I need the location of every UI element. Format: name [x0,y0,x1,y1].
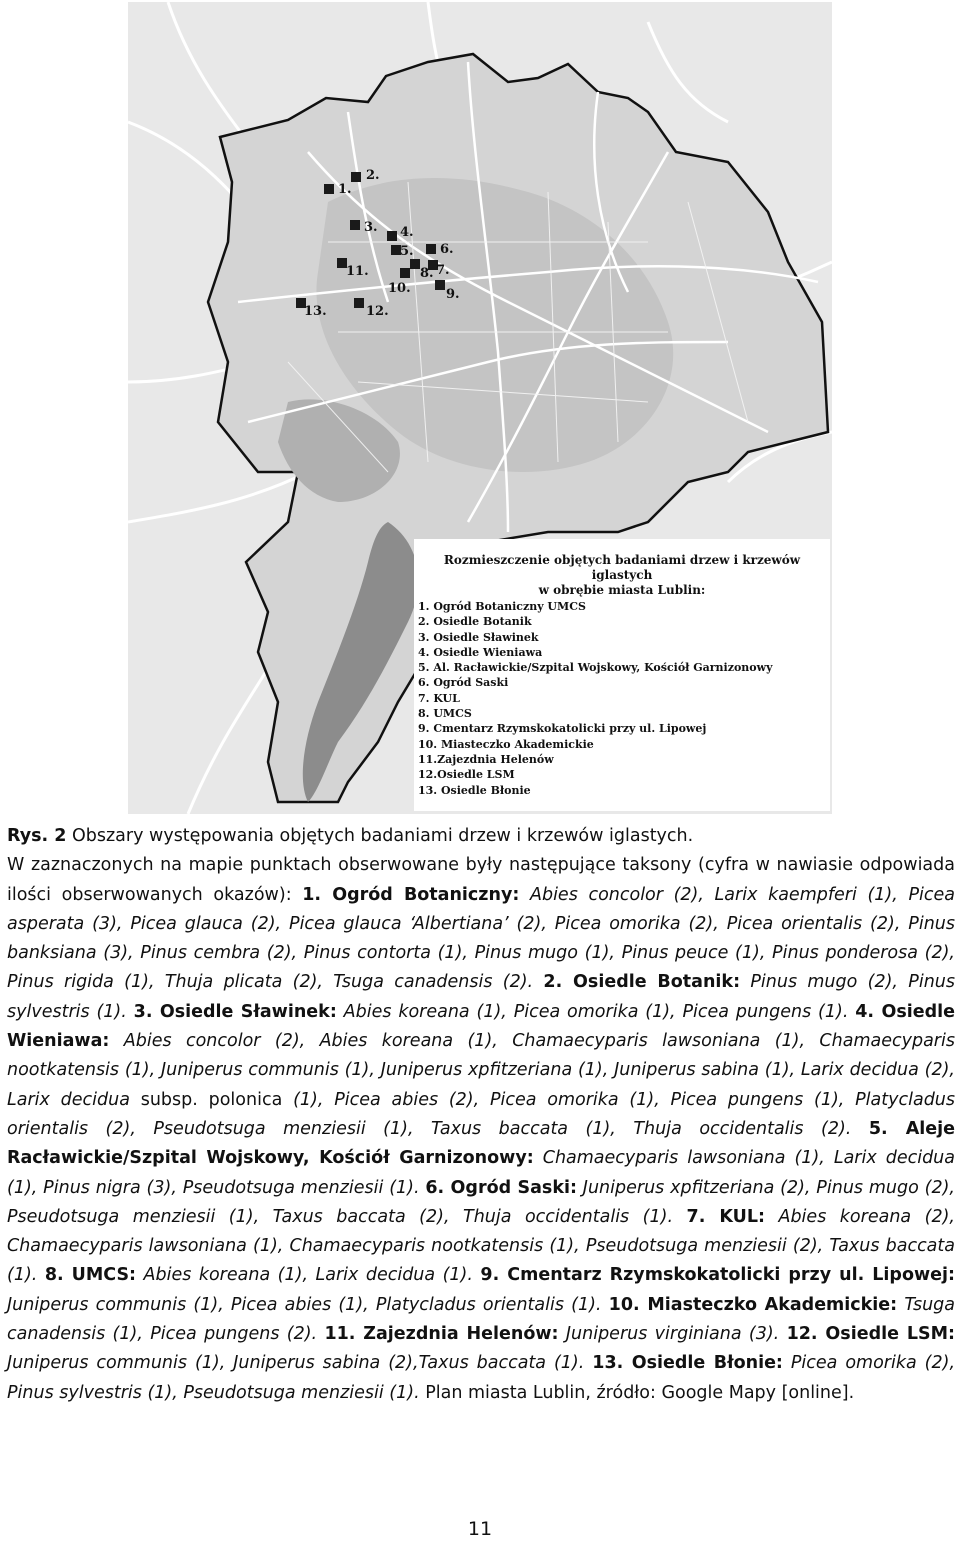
site-5-heading: 5. Aleje Racławickie/Szpital Wojskowy, Kościół Garnizonowy: [7,1118,955,1169]
site-6-heading: 6. Ogród Saski: [425,1177,577,1198]
marker-3[interactable] [350,220,360,230]
marker-label-7: 7. [436,263,450,278]
site-2-taxa: Pinus mugo (2), Pinus sylvestris (1). [7,972,955,1022]
site-4-subsp: subsp. [129,1089,209,1110]
marker-1[interactable] [324,184,334,194]
marker-2[interactable] [351,172,361,182]
marker-label-1: 1. [338,182,352,197]
legend-item: 9. Cmentarz Rzymskokatolicki przy ul. Lipowej [418,722,707,736]
map-source: Plan miasta Lublin, źródło: Google Mapy [online]. [419,1382,855,1403]
marker-label-3: 3. [364,220,378,235]
legend-title-line1: Rozmieszczenie objętych badaniami drzew i krzewów iglastych [443,553,801,582]
marker-9[interactable] [435,280,445,290]
figure-caption [7,822,955,1408]
legend-item: 5. Al. Racławickie/Szpital Wojskowy, Kościół Garnizonowy [418,661,773,675]
legend-item: 3. Osiedle Sławinek [418,630,539,644]
site-5-taxa: Chamaecyparis lawsoniana (1), Larix decidua (1), Pinus nigra (3), Pseudotsuga menziesii (1). [7,1148,955,1198]
site-10-taxa: Tsuga canadensis (1), Picea pungens (2). [7,1294,955,1345]
caption-intro: W zaznaczonych na mapie punktach obserwowane były następujące taksony (cyfra w nawiasie odpowiada ilości obserwowanych okazów): [7,855,955,905]
marker-label-6: 6. [440,242,454,257]
legend-title [414,553,830,598]
marker-12[interactable] [354,298,364,308]
figure-label: Rys. 2 [7,826,67,846]
site-3-heading: 3. Osiedle Sławinek: [133,1001,337,1022]
site-11-heading: 11. Zajezdnia Helenów: [324,1324,559,1345]
legend-item: 13. Osiedle Błonie [418,783,531,797]
site-12-heading: 12. Osiedle LSM: [786,1324,955,1345]
site-4-heading: 4. Osiedle Wieniawa: [7,1001,955,1052]
legend-item: 11.Zajezdnia Helenów [418,752,554,766]
site-9-taxa: Juniperus communis (1), Picea abies (1), Platycladus orientalis (1). [7,1294,609,1315]
marker-6[interactable] [426,244,436,254]
marker-label-12: 12. [366,304,389,319]
site-6-taxa: Juniperus xpfitzeriana (2), Pinus mugo (2), Pseudotsuga menziesii (1), Taxus baccata (2), Thuja occidentalis (1). [7,1177,955,1227]
site-4-polonica: polonica [208,1089,283,1110]
site-10-heading: 10. Miasteczko Akademickie: [608,1294,898,1315]
marker-label-5: 5. [400,244,414,259]
legend-item: 4. Osiedle Wieniawa [418,645,543,659]
page-number: 11 [467,1518,493,1540]
legend-item: 12.Osiedle LSM [418,768,515,782]
site-8-heading: 8. UMCS: [44,1265,137,1286]
site-7-taxa: Abies koreana (2), Chamaecyparis lawsoniana (1), Chamaecyparis nootkatensis (1), Pseudotsuga menziesii (2), Taxus baccata (1). [7,1206,955,1286]
site-13-heading: 13. Osiedle Błonie: [592,1353,783,1374]
site-1-taxa: Abies concolor (2), Larix kaempferi (1), Picea asperata (3), Picea glauca (2), Picea glauca ‘Albertiana’ (2), Picea omorika (2), Picea orientalis (2), Pinus banksiana (3), Pinus cembra (2), Pinus contorta (1), Pinus mugo (1), Pinus peuce (1), Pinus ponderosa (2), Pinus rigida (1), Thuja plicata (2), Tsuga canadensis (2). [7,884,955,993]
marker-label-10: 10. [388,281,411,296]
site-4-taxa-b: (1), Picea abies (2), Picea omorika (1), Picea pungens (1), Platycladus orientalis (2), Pseudotsuga menziesii (1), Taxus baccata (1), Thuja occidentalis (2). [7,1089,956,1139]
marker-label-9: 9. [446,287,460,302]
legend-item: 8. UMCS [418,707,472,721]
site-4-taxa-a: Abies concolor (2), Abies koreana (1), Chamaecyparis lawsoniana (1), Chamaecyparis nootkatensis (1), Juniperus communis (1), Juniperus xpfitzeriana (1), Juniperus sabina (1), Larix decidua (2), Larix decidua [7,1031,955,1110]
caption-line1 [7,822,955,851]
site-12-taxa: Juniperus communis (1), Juniperus sabina (2),Taxus baccata (1). [7,1353,593,1374]
legend-item: 7. KUL [418,691,460,705]
marker-label-13: 13. [304,304,327,319]
legend-item: 10. Miasteczko Akademickie [418,737,594,751]
marker-label-2: 2. [366,168,380,183]
marker-4[interactable] [387,231,397,241]
site-11-taxa: Juniperus virginiana (3). [558,1324,787,1345]
site-2-heading: 2. Osiedle Botanik: [543,972,741,993]
legend-item: 1. Ogród Botaniczny UMCS [418,600,586,613]
site-7-heading: 7. KUL: [686,1206,765,1227]
caption-title: Obszary występowania objętych badaniami drzew i krzewów iglastych. [66,826,694,846]
marker-label-4: 4. [400,225,414,240]
marker-8[interactable] [410,259,420,269]
caption-body [7,851,955,1408]
marker-10[interactable] [400,268,410,278]
marker-label-8: 8. [420,266,434,281]
site-8-taxa: Abies koreana (1), Larix decidua (1). [136,1265,481,1286]
legend-title-line2: w obrębie miasta Lublin: [538,583,706,597]
site-9-heading: 9. Cmentarz Rzymskokatolicki przy ul. Lipowej: [480,1265,955,1286]
legend-item: 2. Osiedle Botanik [418,615,532,629]
legend-list [418,599,773,798]
site-13-taxa: Picea omorika (2), Pinus sylvestris (1), Pseudotsuga menziesii (1). [7,1353,956,1403]
marker-label-11: 11. [346,264,369,279]
site-3-taxa: Abies koreana (1), Picea omorika (1), Picea pungens (1). [336,1001,856,1022]
site-1-heading: 1. Ogród Botaniczny: [302,884,520,905]
legend-item: 6. Ogród Saski [418,676,509,690]
map-legend [414,539,830,811]
